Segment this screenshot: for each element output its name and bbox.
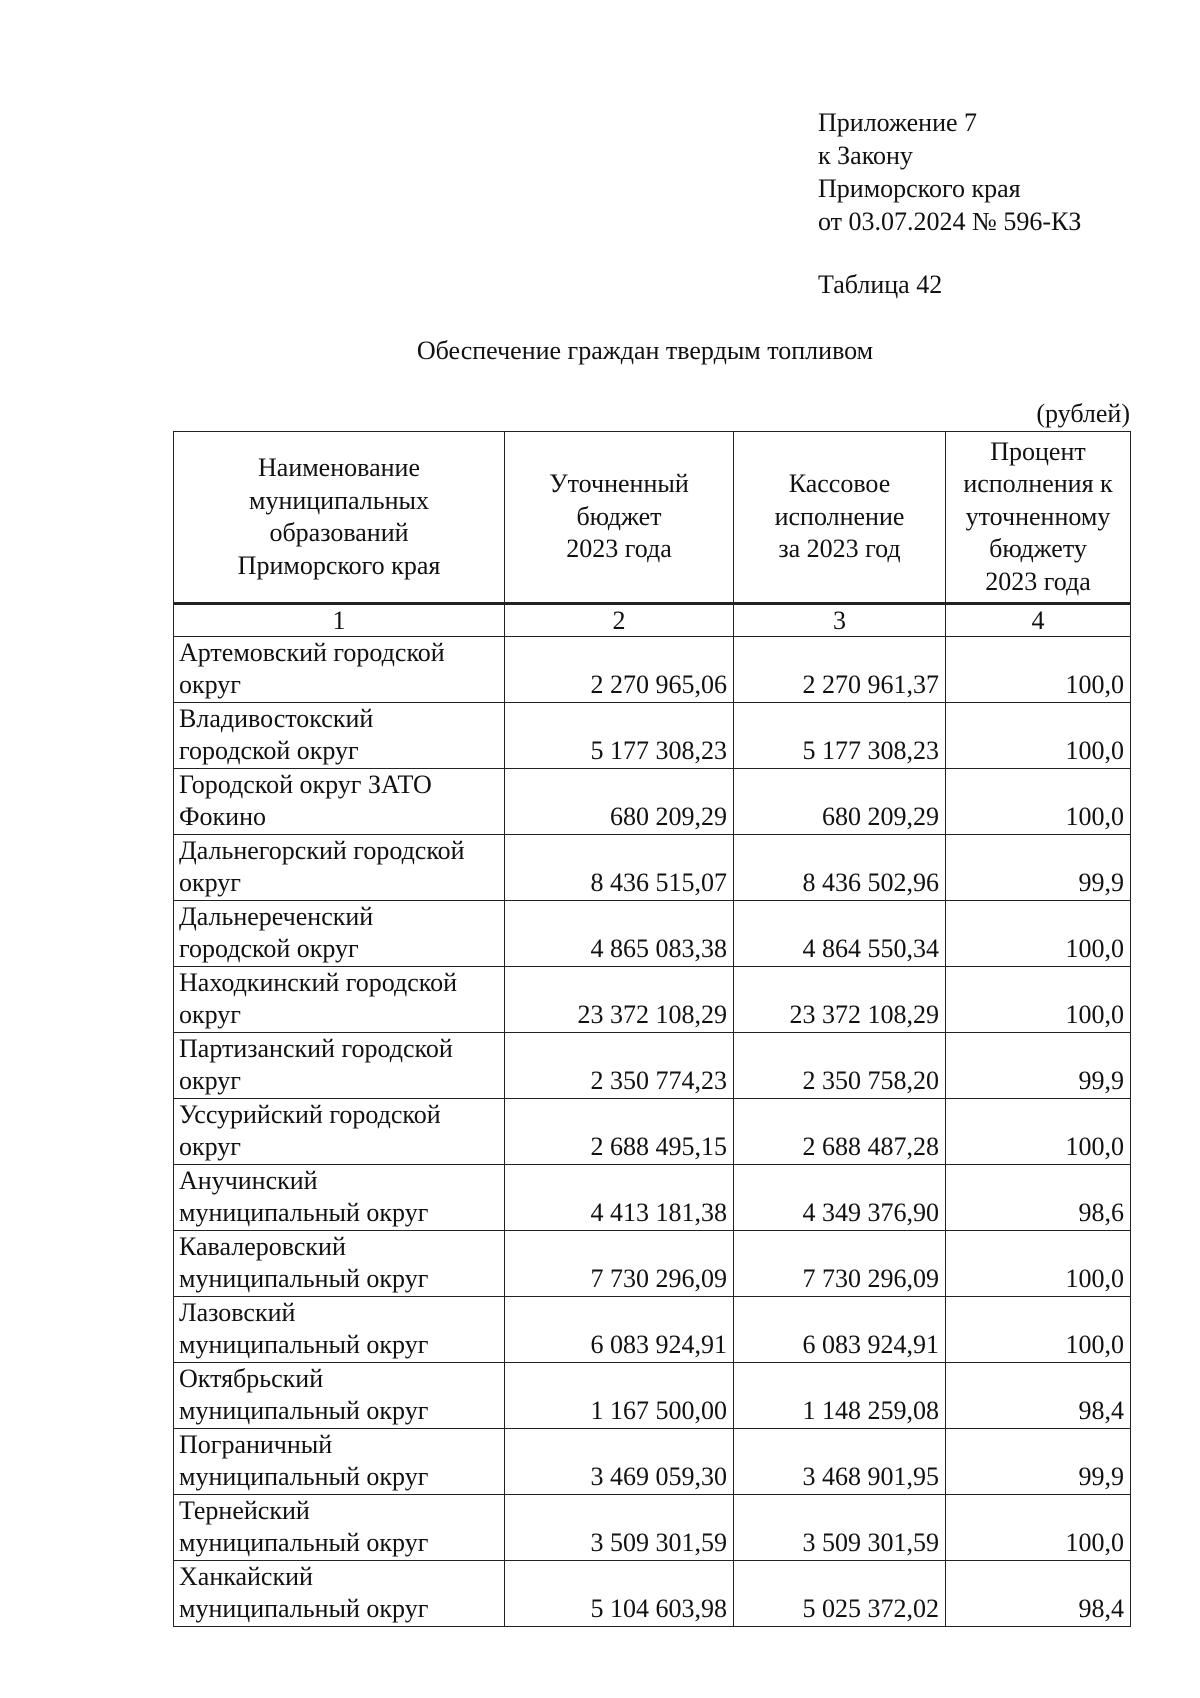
municipality-name-cell [174, 901, 505, 967]
executed-cell: 5 177 308,23 [734, 703, 946, 769]
municipality-name-cell [174, 835, 505, 901]
table-row [174, 1099, 1131, 1165]
municipality-name-line: Дальнегорский городской [179, 836, 465, 865]
table-row [174, 967, 1131, 1033]
header-line: Кассовое [788, 469, 891, 499]
header-line: Приморского края [237, 550, 441, 580]
executed-cell: 680 209,29 [734, 769, 946, 835]
percent-cell: 98,6 [946, 1165, 1131, 1231]
table-label: Таблица 42 [818, 270, 943, 299]
municipality-name-line: Находкинский городской [179, 968, 458, 997]
municipality-name-line: округ [179, 1132, 241, 1161]
unit-label: (рублей) [1036, 399, 1130, 428]
table-row [174, 1033, 1131, 1099]
budget-cell: 8 436 515,07 [505, 835, 734, 901]
budget-cell: 5 177 308,23 [505, 703, 734, 769]
header-percent [946, 432, 1131, 604]
municipality-name-line: Партизанский городской [179, 1034, 453, 1063]
appendix-line: от 03.07.2024 № 596-КЗ [818, 207, 1082, 236]
municipality-name-line: Ханкайский [179, 1562, 313, 1591]
document-title: Обеспечение граждан твердым топливом [416, 336, 874, 365]
percent-cell: 99,9 [946, 1429, 1131, 1495]
table-row [174, 769, 1131, 835]
municipality-name-line: округ [179, 1066, 241, 1095]
executed-cell: 3 509 301,59 [734, 1495, 946, 1561]
table-header-row [174, 432, 1131, 604]
executed-cell: 3 468 901,95 [734, 1429, 946, 1495]
appendix-line: Приложение 7 [818, 108, 978, 137]
executed-cell: 4 349 376,90 [734, 1165, 946, 1231]
percent-cell: 99,9 [946, 1033, 1131, 1099]
percent-cell: 98,4 [946, 1561, 1131, 1627]
percent-cell: 100,0 [946, 637, 1131, 703]
municipality-name-line: муниципальный округ [179, 1396, 429, 1425]
column-number: 2 [505, 604, 734, 637]
budget-cell: 2 270 965,06 [505, 637, 734, 703]
header-line: за 2023 год [778, 534, 901, 564]
municipality-name-line: муниципальный округ [179, 1528, 429, 1557]
executed-cell: 5 025 372,02 [734, 1561, 946, 1627]
municipality-name-cell [174, 1099, 505, 1165]
appendix-line: Приморского края [818, 174, 1021, 203]
column-number: 3 [734, 604, 946, 637]
municipality-name-line: муниципальный округ [179, 1594, 429, 1623]
municipality-name-cell [174, 1561, 505, 1627]
municipality-name-cell [174, 967, 505, 1033]
table-row [174, 835, 1131, 901]
percent-cell: 98,4 [946, 1363, 1131, 1429]
municipality-name-cell [174, 703, 505, 769]
percent-cell: 100,0 [946, 1495, 1131, 1561]
budget-cell: 2 350 774,23 [505, 1033, 734, 1099]
header-municipality [174, 432, 505, 604]
executed-cell: 6 083 924,91 [734, 1297, 946, 1363]
header-line: бюджет [576, 501, 662, 531]
header-line: исполнение [774, 501, 905, 531]
percent-cell: 100,0 [946, 769, 1131, 835]
municipality-name-cell [174, 1363, 505, 1429]
municipality-name-line: Владивостокский [179, 704, 374, 733]
percent-cell: 100,0 [946, 1297, 1131, 1363]
municipality-name-cell [174, 637, 505, 703]
column-number-row [174, 604, 1131, 637]
budget-cell: 3 509 301,59 [505, 1495, 734, 1561]
municipality-name-line: округ [179, 868, 241, 897]
table-row [174, 637, 1131, 703]
municipality-name-line: округ [179, 1000, 241, 1029]
municipality-name-line: городской округ [179, 934, 359, 963]
budget-cell: 1 167 500,00 [505, 1363, 734, 1429]
header-line: образований [269, 518, 409, 547]
header-line: 2023 года [566, 534, 672, 564]
table-row [174, 703, 1131, 769]
municipality-name-cell [174, 1495, 505, 1561]
header-line: бюджету [989, 534, 1087, 564]
municipality-name-line: Фокино [179, 802, 267, 831]
executed-cell: 1 148 259,08 [734, 1363, 946, 1429]
municipality-name-line: муниципальный округ [179, 1462, 429, 1491]
municipality-name-line: городской округ [179, 736, 359, 765]
budget-cell: 3 469 059,30 [505, 1429, 734, 1495]
municipality-name-line: Городской округ ЗАТО [179, 770, 432, 799]
municipality-name-line: муниципальный округ [179, 1264, 429, 1293]
budget-cell: 2 688 495,15 [505, 1099, 734, 1165]
budget-cell: 23 372 108,29 [505, 967, 734, 1033]
budget-cell: 4 865 083,38 [505, 901, 734, 967]
municipality-name-cell [174, 1429, 505, 1495]
municipality-name-cell [174, 1297, 505, 1363]
header-budget [505, 432, 734, 604]
percent-cell: 100,0 [946, 901, 1131, 967]
header-line: Уточненный [549, 469, 689, 499]
budget-cell: 6 083 924,91 [505, 1297, 734, 1363]
municipality-name-line: Тернейский [179, 1496, 310, 1525]
percent-cell: 100,0 [946, 1231, 1131, 1297]
budget-table [173, 431, 1131, 1627]
column-number: 4 [946, 604, 1131, 637]
municipality-name-line: муниципальный округ [179, 1330, 429, 1359]
budget-cell: 5 104 603,98 [505, 1561, 734, 1627]
municipality-name-line: муниципальный округ [179, 1198, 429, 1227]
budget-cell: 4 413 181,38 [505, 1165, 734, 1231]
column-number: 1 [174, 604, 505, 637]
table-row [174, 901, 1131, 967]
executed-cell: 7 730 296,09 [734, 1231, 946, 1297]
header-line: Процент [990, 436, 1086, 466]
budget-cell: 7 730 296,09 [505, 1231, 734, 1297]
percent-cell: 100,0 [946, 967, 1131, 1033]
executed-cell: 4 864 550,34 [734, 901, 946, 967]
percent-cell: 99,9 [946, 835, 1131, 901]
municipality-name-line: Пограничный [179, 1430, 333, 1459]
municipality-name-line: Артемовский городской [179, 638, 445, 667]
percent-cell: 100,0 [946, 703, 1131, 769]
percent-cell: 100,0 [946, 1099, 1131, 1165]
appendix-line: к Закону [818, 141, 913, 170]
municipality-name-cell [174, 1231, 505, 1297]
table-row [174, 1165, 1131, 1231]
header-line: муниципальных [248, 485, 429, 515]
municipality-name-line: Уссурийский городской [179, 1100, 441, 1129]
header-line: исполнения к [963, 469, 1113, 499]
municipality-name-cell [174, 1033, 505, 1099]
municipality-name-line: Лазовский [179, 1298, 296, 1327]
municipality-name-line: Анучинский [179, 1166, 318, 1195]
table-row [174, 1429, 1131, 1495]
header-line: 2023 года [985, 566, 1091, 596]
table-row [174, 1297, 1131, 1363]
executed-cell: 8 436 502,96 [734, 835, 946, 901]
header-line: уточненному [965, 501, 1111, 531]
header-executed [734, 432, 946, 604]
table-row [174, 1495, 1131, 1561]
municipality-name-cell [174, 1165, 505, 1231]
executed-cell: 2 688 487,28 [734, 1099, 946, 1165]
executed-cell: 2 270 961,37 [734, 637, 946, 703]
municipality-name-cell [174, 769, 505, 835]
executed-cell: 2 350 758,20 [734, 1033, 946, 1099]
executed-cell: 23 372 108,29 [734, 967, 946, 1033]
table-row [174, 1231, 1131, 1297]
municipality-name-line: Дальнереченский [179, 902, 374, 931]
table-row [174, 1561, 1131, 1627]
budget-cell: 680 209,29 [505, 769, 734, 835]
table-row [174, 1363, 1131, 1429]
appendix-block [818, 106, 1081, 238]
municipality-name-line: округ [179, 670, 241, 699]
municipality-name-line: Кавалеровский [179, 1232, 346, 1261]
header-line: Наименование [258, 453, 420, 482]
municipality-name-line: Октябрьский [179, 1364, 324, 1393]
